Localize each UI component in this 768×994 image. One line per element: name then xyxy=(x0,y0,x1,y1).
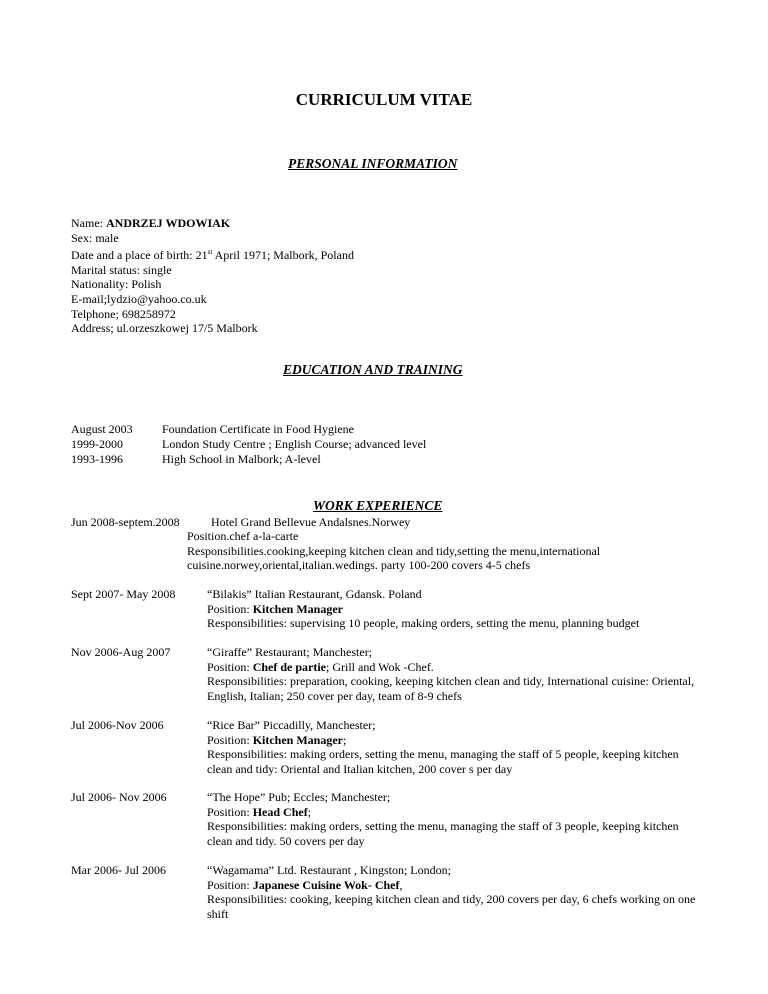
position-value: Kitchen Manager xyxy=(252,601,344,616)
job-date: Jul 2006- Nov 2006 xyxy=(71,790,167,804)
job-details xyxy=(207,790,697,848)
job-responsibilities: Responsibilities: making orders, setting the menu, managing the staff of 3 people, keeping kitchen clean and tidy. 50 covers per day xyxy=(207,819,679,848)
job-position xyxy=(207,602,697,617)
marital-line: Marital status: single xyxy=(71,262,172,277)
position-label: Position: xyxy=(207,732,253,747)
name-line xyxy=(71,216,354,231)
name-value: ANDRZEJ WDOWIAK xyxy=(106,216,231,230)
job-responsibilities: Responsibilities: supervising 10 people, making orders, setting the menu, planning budget xyxy=(207,616,640,631)
email-line: E-mail;lydzio@yahoo.co.uk xyxy=(71,291,207,306)
job-details xyxy=(207,587,697,631)
position-label: Position: xyxy=(207,877,253,892)
position-tail: ; xyxy=(307,804,312,819)
education-row xyxy=(71,422,354,437)
address-line: Address; ul.orzeszkowej 17/5 Malbork xyxy=(71,321,258,336)
birth-prefix: Date and a place of birth: 21 xyxy=(71,248,208,263)
job-position xyxy=(207,805,697,820)
position-label: Position: xyxy=(207,804,253,819)
education-date: 1993-1996 xyxy=(71,452,123,466)
job-details xyxy=(207,718,697,776)
position-label: Position: xyxy=(207,659,253,674)
section-education-heading: EDUCATION AND TRAINING xyxy=(283,362,463,377)
job-place: “Giraffe” Restaurant; Manchester; xyxy=(207,645,373,659)
section-personal-heading: PERSONAL INFORMATION xyxy=(288,156,458,171)
birth-sup: st xyxy=(207,248,213,257)
position-value: Kitchen Manager xyxy=(252,732,344,747)
job-date: Mar 2006- Jul 2006 xyxy=(71,863,166,877)
job-responsibilities: Responsibilities: cooking, keeping kitchen clean and tidy, 200 covers per day, 6 chefs working on one shift xyxy=(207,892,696,921)
name-label: Name: xyxy=(71,216,106,230)
section-work-heading: WORK EXPERIENCE xyxy=(313,498,443,513)
job-responsibilities: Responsibilities: making orders, setting the menu, managing the staff of 5 people, keeping kitchen clean and tidy: Oriental and Italian kitchen, 200 cover s per day xyxy=(207,747,679,776)
job-place: Hotel Grand Bellevue Andalsnes.Norwey xyxy=(211,515,411,529)
job-place: “Wagamama” Ltd. Restaurant , Kingston; London; xyxy=(207,863,451,877)
education-date: 1999-2000 xyxy=(71,437,123,451)
job-place: “The Hope” Pub; Eccles; Manchester; xyxy=(207,790,391,804)
position-value: Chef de partie xyxy=(252,659,327,674)
job-date: Nov 2006-Aug 2007 xyxy=(71,645,171,659)
job-position xyxy=(207,878,697,893)
education-desc: London Study Centre ; English Course; advanced level xyxy=(162,437,427,451)
education-desc: High School in Malbork; A-level xyxy=(162,452,321,466)
position-value: Japanese Cuisine Wok- Chef xyxy=(252,877,400,892)
job-responsibilities: Responsibilities: preparation, cooking, keeping kitchen clean and tidy, International cuisine: Oriental, English, Italian; 250 cover per day, team of 8-9 chefs xyxy=(207,674,695,703)
job-date: Jun 2008-septem.2008 xyxy=(71,515,180,529)
education-date: August 2003 xyxy=(71,422,133,436)
birth-suffix: April 1971; Malbork, Poland xyxy=(212,248,354,263)
job-responsibilities: Responsibilities.cooking,keeping kitchen clean and tidy,setting the menu,international xyxy=(187,544,601,558)
job-responsibilities-cont: cuisine.norwey,oriental,italian.wedings. party 100-200 covers 4-5 chefs xyxy=(187,558,531,572)
nationality-line: Nationality: Polish xyxy=(71,277,162,292)
job-details xyxy=(207,645,697,703)
position-value: Head Chef xyxy=(252,804,308,819)
job-position xyxy=(207,733,697,748)
position-tail: , xyxy=(399,877,403,892)
job-date: Sept 2007- May 2008 xyxy=(71,587,176,601)
phone-line: Telphone; 698258972 xyxy=(71,306,176,321)
job-position xyxy=(207,660,697,675)
job-place: “Rice Bar” Piccadilly, Manchester; xyxy=(207,718,376,732)
education-row xyxy=(71,437,426,452)
sex-line: Sex: male xyxy=(71,230,119,245)
education-row xyxy=(71,452,321,467)
education-desc: Foundation Certificate in Food Hygiene xyxy=(162,422,354,436)
birth-line xyxy=(71,245,354,263)
job-position: Position.chef a-la-carte xyxy=(187,529,299,543)
job-details xyxy=(207,863,697,921)
job-place: “Bilakis” Italian Restaurant, Gdansk. Poland xyxy=(207,587,422,601)
personal-info xyxy=(71,216,354,336)
job-date: Jul 2006-Nov 2006 xyxy=(71,718,164,732)
document-title: CURRICULUM VITAE xyxy=(295,90,473,109)
position-label: Position: xyxy=(207,601,253,616)
position-tail: ; xyxy=(343,732,347,747)
position-tail: ; Grill and Wok -Chef. xyxy=(326,659,434,674)
